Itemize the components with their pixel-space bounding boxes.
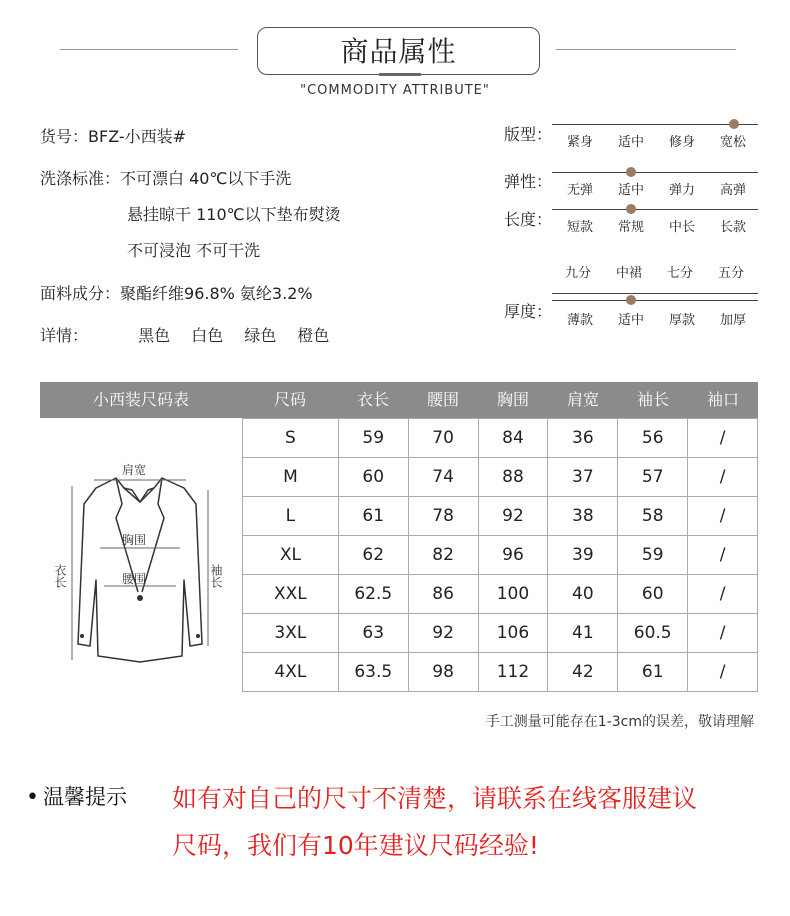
measure-cell: 100 xyxy=(478,575,548,614)
scale-label: 弹性： xyxy=(504,172,553,191)
measure-cell: 60 xyxy=(338,458,408,497)
attr-wash-line-2: 悬挂晾干 110℃以下垫布熨烫 xyxy=(127,205,341,224)
scale-selected-dot xyxy=(626,295,636,305)
measure-cell: 63 xyxy=(338,614,408,653)
size-cell: S xyxy=(243,419,339,458)
attr-label: 洗涤标准： xyxy=(40,169,121,188)
measure-cell: 56 xyxy=(618,419,688,458)
scale-option: 中裙 xyxy=(615,266,642,281)
size-cell: 3XL xyxy=(243,614,339,653)
attr-label: 详情： xyxy=(40,326,89,345)
color-option: 黑色 xyxy=(138,326,171,345)
title-rule-left xyxy=(60,49,238,50)
scale-option: 无弹 xyxy=(566,183,593,198)
scale-option: 薄款 xyxy=(566,313,593,328)
jacket-cuff-button xyxy=(196,634,200,638)
jacket-cuff-button xyxy=(80,634,84,638)
measure-cell: 38 xyxy=(548,497,618,536)
scale-option: 适中 xyxy=(617,183,644,198)
scale-option: 五分 xyxy=(717,266,744,281)
measure-cell: / xyxy=(688,458,758,497)
attr-value: 聚酯纤维96.8% 氨纶3.2% xyxy=(120,284,313,303)
size-table xyxy=(242,418,758,692)
measure-cell: 41 xyxy=(548,614,618,653)
measure-cell: 92 xyxy=(478,497,548,536)
size-cell: L xyxy=(243,497,339,536)
attr-value: BFZ-小西装# xyxy=(88,127,187,146)
size-cell: XXL xyxy=(243,575,339,614)
column-header: 尺码 xyxy=(273,390,306,409)
tip-bullet: • xyxy=(26,785,39,810)
measure-cell: / xyxy=(688,614,758,653)
title-frame xyxy=(257,27,540,75)
scale-option: 常规 xyxy=(617,220,644,235)
measure-cell: / xyxy=(688,419,758,458)
table-row xyxy=(243,419,758,458)
measure-cell: 58 xyxy=(618,497,688,536)
measure-cell: 39 xyxy=(548,536,618,575)
scale-option: 适中 xyxy=(617,135,644,150)
measure-cell: 42 xyxy=(548,653,618,692)
jacket-button xyxy=(137,595,143,601)
measure-cell: 86 xyxy=(408,575,478,614)
measure-cell: 62.5 xyxy=(338,575,408,614)
color-option: 绿色 xyxy=(244,326,277,345)
measure-cell: 63.5 xyxy=(338,653,408,692)
attr-label: 面料成分： xyxy=(40,284,121,303)
scale-selected-dot xyxy=(729,119,739,129)
measure-cell: 59 xyxy=(618,536,688,575)
jacket-collar xyxy=(124,488,154,502)
attr-label: 货号： xyxy=(40,127,89,146)
scale-option: 适中 xyxy=(617,313,644,328)
tip-text-line-2: 尺码，我们有10年建议尺码经验! xyxy=(172,831,539,860)
table-row xyxy=(243,575,758,614)
measure-cell: 37 xyxy=(548,458,618,497)
attr-wash-line-3: 不可浸泡 不可干洗 xyxy=(127,241,261,260)
scale-selected-dot xyxy=(626,167,636,177)
size-cell: M xyxy=(243,458,339,497)
attr-value: 不可漂白 40℃以下手洗 xyxy=(120,169,292,188)
measure-cell: 57 xyxy=(618,458,688,497)
size-table-header xyxy=(40,382,758,418)
scale-label: 长度： xyxy=(504,210,553,229)
scale-line xyxy=(552,209,758,210)
scale-option: 弹力 xyxy=(668,183,695,198)
measure-cell: / xyxy=(688,497,758,536)
measure-cell: 96 xyxy=(478,536,548,575)
scale-option: 长款 xyxy=(719,220,746,235)
measure-cell: 84 xyxy=(478,419,548,458)
size-cell: XL xyxy=(243,536,339,575)
scale-option: 九分 xyxy=(564,266,591,281)
column-header: 肩宽 xyxy=(566,390,599,409)
measure-cell: 36 xyxy=(548,419,618,458)
column-header: 腰围 xyxy=(426,390,459,409)
table-row xyxy=(243,497,758,536)
scale-label: 厚度： xyxy=(504,302,553,321)
color-option: 橙色 xyxy=(297,326,330,345)
scale-option: 七分 xyxy=(666,266,693,281)
scale-selected-dot xyxy=(626,204,636,214)
measure-cell: 112 xyxy=(478,653,548,692)
table-row xyxy=(243,614,758,653)
table-row xyxy=(243,536,758,575)
measure-cell: 88 xyxy=(478,458,548,497)
scale-line xyxy=(552,300,758,301)
measure-cell: 74 xyxy=(408,458,478,497)
measure-cell: 60 xyxy=(618,575,688,614)
measure-cell: 60.5 xyxy=(618,614,688,653)
scale-option: 厚款 xyxy=(668,313,695,328)
page-title: 商品属性 xyxy=(340,35,457,68)
scale-label: 版型： xyxy=(504,125,553,144)
title-accent-bar xyxy=(379,73,421,76)
measure-cell: 78 xyxy=(408,497,478,536)
measure-cell: 92 xyxy=(408,614,478,653)
diagram-label-sleeve: 袖长 xyxy=(209,564,223,588)
scale-line xyxy=(552,293,758,294)
column-header: 袖长 xyxy=(636,390,669,409)
color-option: 白色 xyxy=(191,326,224,345)
measure-cell: 61 xyxy=(338,497,408,536)
scale-option: 高弹 xyxy=(719,183,746,198)
attr-details xyxy=(40,323,345,346)
measure-cell: 61 xyxy=(618,653,688,692)
scale-option: 紧身 xyxy=(566,135,593,150)
column-header: 衣长 xyxy=(356,390,389,409)
scale-line xyxy=(552,124,758,125)
measure-cell: 98 xyxy=(408,653,478,692)
scale-option: 宽松 xyxy=(719,135,746,150)
scale-option: 中长 xyxy=(668,220,695,235)
measure-cell: / xyxy=(688,653,758,692)
jacket-outline xyxy=(78,478,202,662)
size-cell: 4XL xyxy=(243,653,339,692)
diagram-label-length: 衣长 xyxy=(53,564,67,588)
diagram-label-chest: 胸围 xyxy=(122,533,147,547)
measure-cell: / xyxy=(688,575,758,614)
column-header: 袖口 xyxy=(706,390,739,409)
attr-wash xyxy=(40,166,291,189)
measure-cell: 82 xyxy=(408,536,478,575)
measurement-note: 手工测量可能存在1-3cm的误差，敬请理解 xyxy=(485,714,754,730)
measure-cell: 62 xyxy=(338,536,408,575)
attr-fabric xyxy=(40,281,313,304)
measure-cell: 59 xyxy=(338,419,408,458)
diagram-label-shoulder: 肩宽 xyxy=(122,463,147,477)
scale-line xyxy=(552,172,758,173)
scale-option: 短款 xyxy=(566,220,593,235)
tip-text-line-1: 如有对自己的尺寸不清楚，请联系在线客服建议 xyxy=(172,784,698,813)
measure-cell: 40 xyxy=(548,575,618,614)
table-row xyxy=(243,458,758,497)
scale-option: 加厚 xyxy=(719,313,746,328)
measure-cell: 106 xyxy=(478,614,548,653)
table-row xyxy=(243,653,758,692)
size-table-title: 小西装尺码表 xyxy=(92,390,189,409)
column-header: 胸围 xyxy=(496,390,529,409)
page-subtitle: "COMMODITY ATTRIBUTE" xyxy=(300,83,490,98)
tip-label: 温馨提示 xyxy=(43,785,127,809)
measure-cell: 70 xyxy=(408,419,478,458)
measure-cell: / xyxy=(688,536,758,575)
diagram-label-waist: 腰围 xyxy=(122,572,147,586)
attr-item-no xyxy=(40,124,186,147)
jacket-diagram xyxy=(50,460,230,670)
title-rule-right xyxy=(556,49,736,50)
scale-option: 修身 xyxy=(668,135,695,150)
